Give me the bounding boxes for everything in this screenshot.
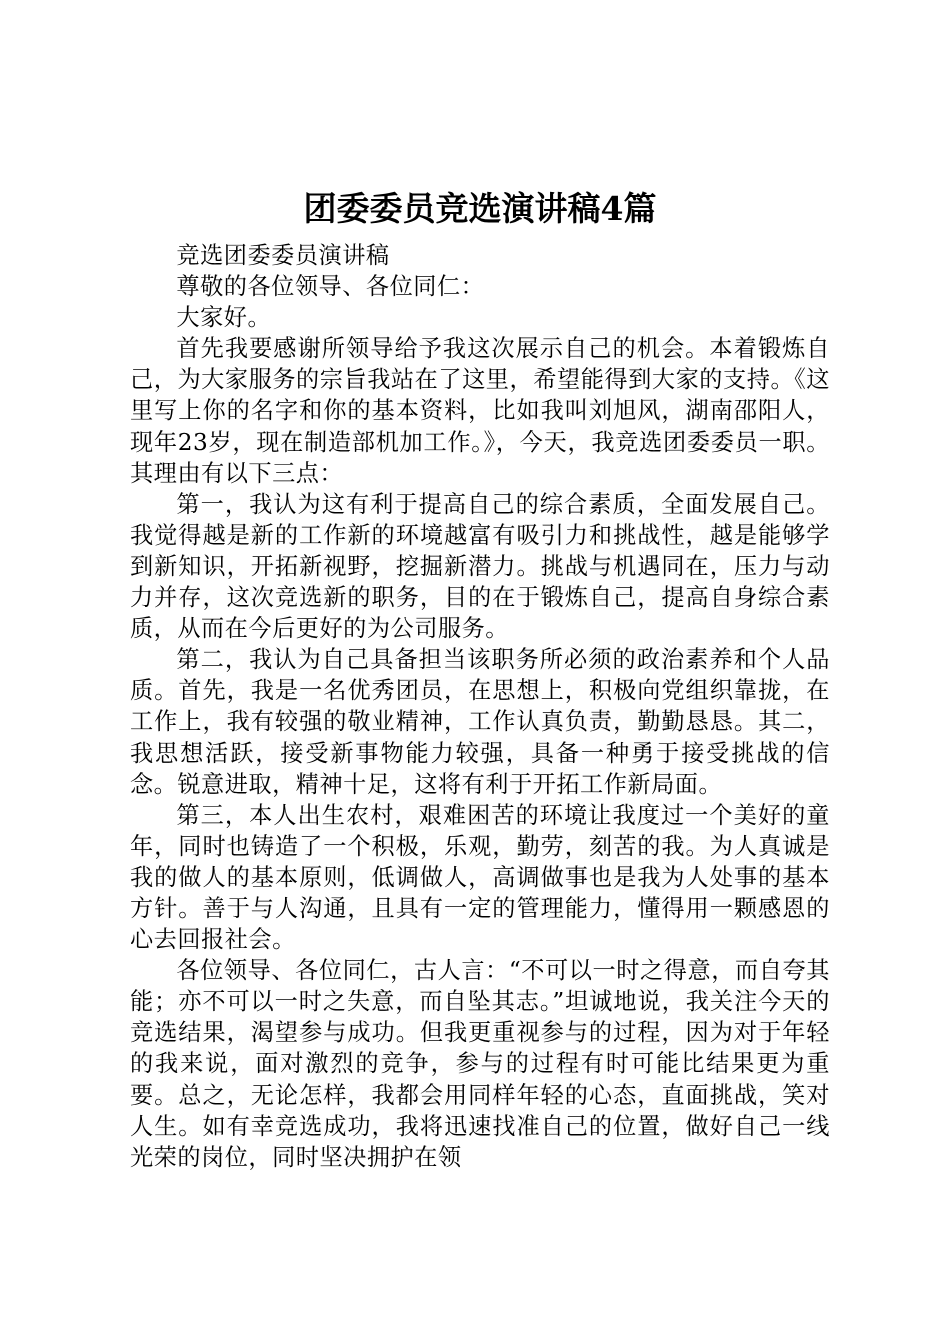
document-page <box>130 0 830 1344</box>
paragraph-introduction: 首先我要感谢所领导给予我这次展示自己的机会。本着锻炼自己，为大家服务的宗旨我站在了这里，希望能得到大家的支持。《这里写上你的名字和你的基本资料，比如我叫刘旭风，湖南邵阳人，现年23岁，现在制造部机加工作。》，今天，我竞选团委委员一职。其理由有以下三点： <box>130 335 830 487</box>
paragraph-subtitle: 竞选团委委员演讲稿 <box>176 242 390 269</box>
paragraph-salutation: 尊敬的各位领导、各位同仁： <box>176 273 485 301</box>
document-title: 团委委员竞选演讲稿4篇 <box>303 189 657 228</box>
document-body <box>130 240 830 1173</box>
paragraph-closing: 各位领导、各位同仁，古人言：“不可以一时之得意，而自夸其能；亦不可以一时之失意，而自坠其志。”坦诚地说，我关注今天的竞选结果，渴望参与成功。但我更重视参与的过程，因为对于年轻的我来说，面对激烈的竞争，参与的过程有时可能比结果更为重要。总之，无论怎样，我都会用同样年轻的心态，直面挑战，笑对人生。如有幸竞选成功，我将迅速找准自己的位置，做好自己一线光荣的岗位，同时坚决拥护在领 <box>130 957 830 1171</box>
paragraph-reason-three: 第三，本人出生农村，艰难困苦的环境让我度过一个美好的童年，同时也铸造了一个积极，乐观，勤劳，刻苦的我。为人真诚是我的做人的基本原则，低调做人，高调做事也是我为人处事的基本方针。善于与人沟通，且具有一定的管理能力，懂得用一颗感恩的心去回报社会。 <box>130 801 830 954</box>
paragraph-reason-one: 第一，我认为这有利于提高自己的综合素质，全面发展自己。我觉得越是新的工作新的环境越富有吸引力和挑战性，越是能够学到新知识，开拓新视野，挖掘新潜力。挑战与机遇同在，压力与动力并存，这次竞选新的职务，目的在于锻炼自己，提高自身综合素质，从而在今后更好的为公司服务。 <box>130 490 830 643</box>
paragraph-greeting: 大家好。 <box>176 304 272 332</box>
paragraph-reason-two: 第二，我认为自己具备担当该职务所必须的政治素养和个人品质。首先，我是一名优秀团员，在思想上，积极向党组织靠拢，在工作上，我有较强的敬业精神，工作认真负责，勤勤恳恳。其二，我思想活跃，接受新事物能力较强，具备一种勇于接受挑战的信念。锐意进取，精神十足，这将有利于开拓工作新局面。 <box>130 646 830 798</box>
